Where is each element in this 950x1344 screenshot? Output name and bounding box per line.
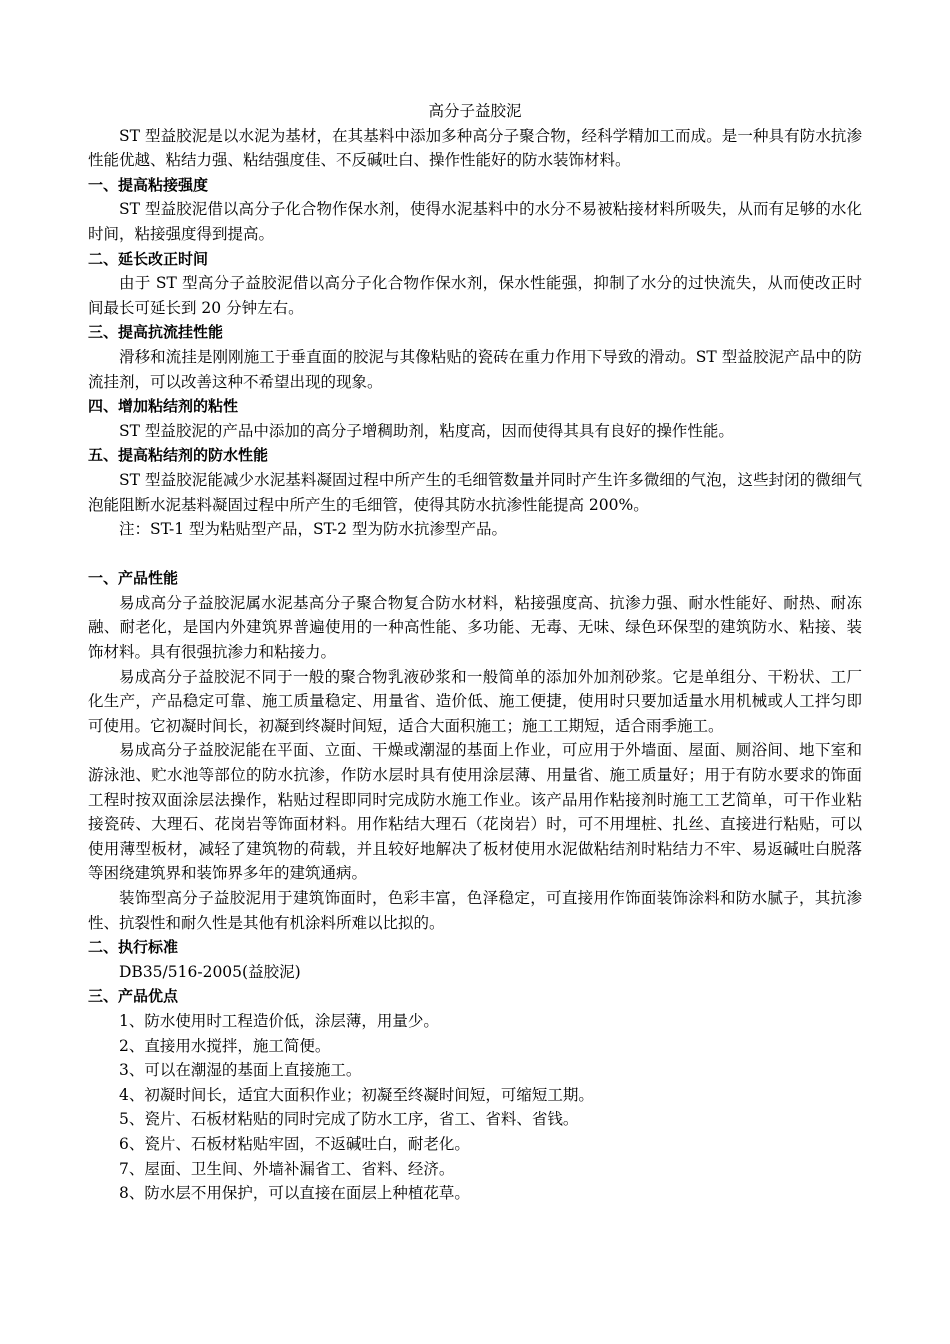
section-heading: 一、提高粘接强度: [88, 175, 209, 194]
section-heading: 三、提高抗流挂性能: [88, 323, 224, 342]
blank-line: [88, 542, 862, 567]
advantages-heading: 三、产品优点: [88, 987, 179, 1006]
document-title: 高分子益胶泥: [428, 102, 522, 120]
advantage-item: 5、瓷片、石板材粘贴的同时完成了防水工序，省工、省料、省钱。: [119, 1110, 579, 1129]
section-body: ST 型益胶泥借以高分子化合物作保水剂，使得水泥基料中的水分不易被粘接材料所吸失，从而有足够的水化时间，粘接强度得到提高。: [88, 200, 862, 243]
performance-paragraph: 易成高分子益胶泥属水泥基高分子聚合物复合防水材料，粘接强度高、抗渗力强、耐水性能好、耐热、耐冻融、耐老化，是国内外建筑界普遍使用的一种高性能、多功能、无毒、无味、绿色环保型的建筑防水、粘接、装饰材料。具有很强抗渗力和粘接力。: [88, 593, 862, 662]
section-heading: 五、提高粘结剂的防水性能: [88, 446, 269, 465]
advantage-item: 8、防水层不用保护，可以直接在面层上种植花草。: [119, 1184, 470, 1203]
section-heading: 四、增加粘结剂的粘性: [88, 397, 239, 416]
advantage-item: 1、防水使用时工程造价低，涂层薄，用量少。: [119, 1011, 439, 1030]
performance-paragraph: 易成高分子益胶泥能在平面、立面、干燥或潮湿的基面上作业，可应用于外墙面、屋面、厕浴间、地下室和游泳池、贮水池等部位的防水抗渗，作防水层时具有使用涂层薄、用量省、施工质量好；用于有防水要求的饰面工程时按双面涂层法操作，粘贴过程即同时完成防水施工作业。该产品用作粘接剂时施工工艺简单，可干作业粘接瓷砖、大理石、花岗岩等饰面材料。用作粘结大理石（花岗岩）时，可不用埋桩、扎丝、直接进行粘贴，可以使用薄型板材，减轻了建筑物的荷载，并且较好地解决了板材使用水泥做粘结剂时粘结力不牢、易返碱吐白脱落等困绕建筑界和装饰界多年的建筑通病。: [88, 741, 862, 883]
advantage-item: 2、直接用水搅拌，施工简便。: [119, 1036, 331, 1055]
section-body: ST 型益胶泥的产品中添加的高分子增稠助剂，粘度高，因而使得其具有良好的操作性能。: [119, 421, 734, 440]
standard-heading: 二、执行标准: [88, 938, 179, 957]
advantage-item: 7、屋面、卫生间、外墙补漏省工、省料、经济。: [119, 1159, 455, 1178]
section-body: 滑移和流挂是刚刚施工于垂直面的胶泥与其像粘贴的瓷砖在重力作用下导致的滑动。ST 型益胶泥产品中的防流挂剂，可以改善这种不希望出现的现象。: [88, 347, 862, 391]
advantage-item: 6、瓷片、石板材粘贴牢固，不返碱吐白，耐老化。: [119, 1134, 470, 1153]
performance-paragraph: 易成高分子益胶泥不同于一般的聚合物乳液砂浆和一般简单的添加外加剂砂浆。它是单组分、干粉状、工厂化生产，产品稳定可靠、施工质量稳定、用量省、造价低、施工便捷，使用时只要加适量水用机械或人工拌匀即可使用。它初凝时间长，初凝到终凝时间短，适合大面积施工；施工工期短，适合雨季施工。: [88, 667, 862, 735]
performance-paragraph: 装饰型高分子益胶泥用于建筑饰面时，色彩丰富，色泽稳定，可直接用作饰面装饰涂料和防水腻子，其抗渗性、抗裂性和耐久性是其他有机涂料所难以比拟的。: [88, 889, 862, 932]
advantage-item: 4、初凝时间长，适宜大面积作业；初凝至终凝时间短，可缩短工期。: [119, 1085, 594, 1104]
section-heading: 二、延长改正时间: [88, 249, 209, 268]
section-body: ST 型益胶泥能减少水泥基料凝固过程中所产生的毛细管数量并同时产生许多微细的气泡，这些封闭的微细气泡能阻断水泥基料凝固过程中所产生的毛细管，使得其防水抗渗性能提高 200%。: [88, 470, 862, 514]
advantage-item: 3、可以在潮湿的基面上直接施工。: [119, 1061, 362, 1080]
document-page: [88, 99, 862, 1206]
section-body: 由于 ST 型高分子益胶泥借以高分子化合物作保水剂，保水性能强，抑制了水分的过快流失，从而使改正时间最长可延长到 20 分钟左右。: [88, 274, 862, 317]
performance-heading: 一、产品性能: [88, 569, 179, 588]
standard-text: DB35/516-2005(益胶泥): [119, 962, 301, 981]
intro-paragraph: ST 型益胶泥是以水泥为基材，在其基料中添加多种高分子聚合物，经科学精加工而成。是一种具有防水抗渗性能优越、粘结力强、粘结强度佳、不反碱吐白、操作性能好的防水装饰材料。: [88, 126, 862, 170]
note-paragraph: 注：ST-1 型为粘贴型产品，ST-2 型为防水抗渗型产品。: [119, 520, 507, 539]
